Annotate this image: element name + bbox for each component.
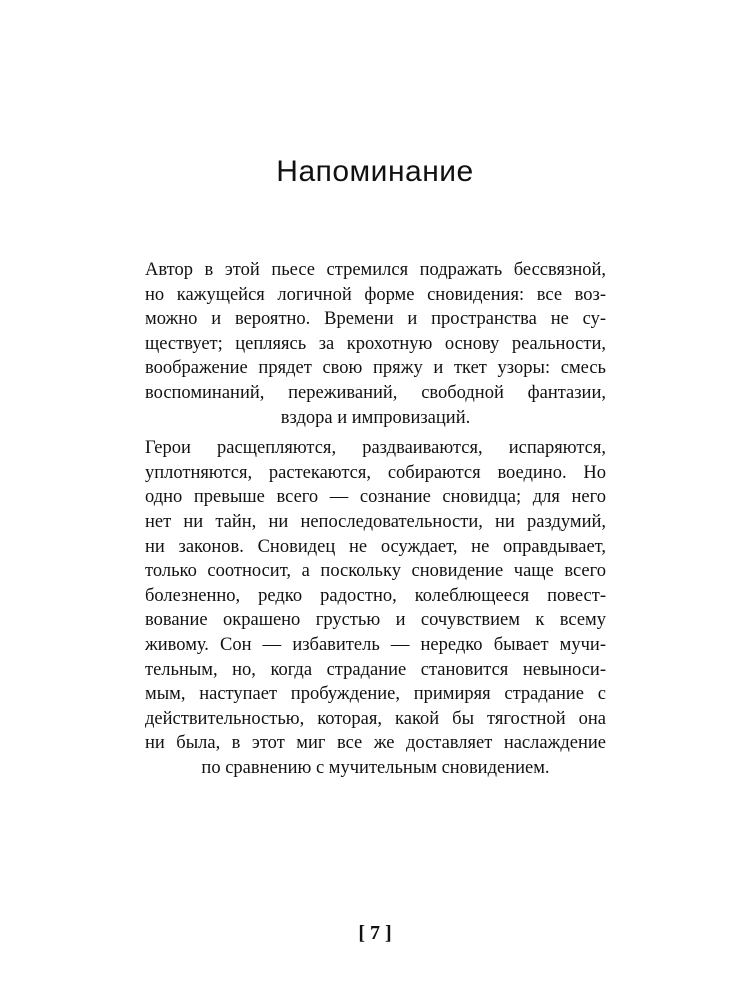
body-text	[145, 258, 606, 780]
text-line: нет ни тайн, ни непоследовательности, ни раздумий,	[145, 511, 606, 532]
text-line: уплотняются, растекаются, собираются воедино. Но	[145, 462, 606, 483]
text-line: воображение прядет свою пряжу и ткет узоры: смесь	[145, 358, 606, 379]
text-line: Герои расщепляются, раздваиваются, испаряются,	[145, 438, 606, 459]
text-line: ни была, в этот миг все же доставляет наслаждение	[145, 733, 606, 754]
page-number: [ 7 ]	[358, 922, 392, 944]
paragraph-1	[145, 258, 606, 430]
text-line: ществует; цепляясь за крохотную основу реальности,	[145, 333, 606, 354]
text-line-last: по сравнению с мучительным сновидением.	[201, 757, 550, 778]
text-line: можно и вероятно. Времени и пространства не су-	[145, 309, 606, 330]
text-line: ни законов. Сновидец не осуждает, не оправдывает,	[145, 536, 606, 557]
text-line: живому. Сон — избавитель — нередко бывает мучи-	[145, 634, 606, 655]
text-line: вование окрашено грустью и сочувствием к всему	[145, 610, 606, 631]
text-line: только соотносит, а поскольку сновидение чаще всего	[145, 561, 606, 582]
text-line: действительностью, которая, какой бы тягостной она	[145, 708, 606, 729]
text-line: Автор в этой пьесе стремился подражать бессвязной,	[145, 260, 606, 280]
text-line: одно превыше всего — сознание сновидца; для него	[145, 487, 606, 508]
text-line: воспоминаний, переживаний, свободной фантазии,	[145, 382, 606, 403]
text-line: болезненно, редко радостно, колеблющееся повест-	[145, 585, 606, 606]
text-line: мым, наступает пробуждение, примиряя страдание с	[145, 684, 606, 705]
paragraph-2	[145, 436, 606, 780]
page-title: Напоминание	[276, 155, 474, 188]
text-line: тельным, но, когда страдание становится невыноси-	[145, 659, 606, 680]
text-line: но кажущейся логичной форме сновидения: все воз-	[145, 284, 606, 305]
text-line-last: вздора и импровизаций.	[280, 407, 471, 428]
